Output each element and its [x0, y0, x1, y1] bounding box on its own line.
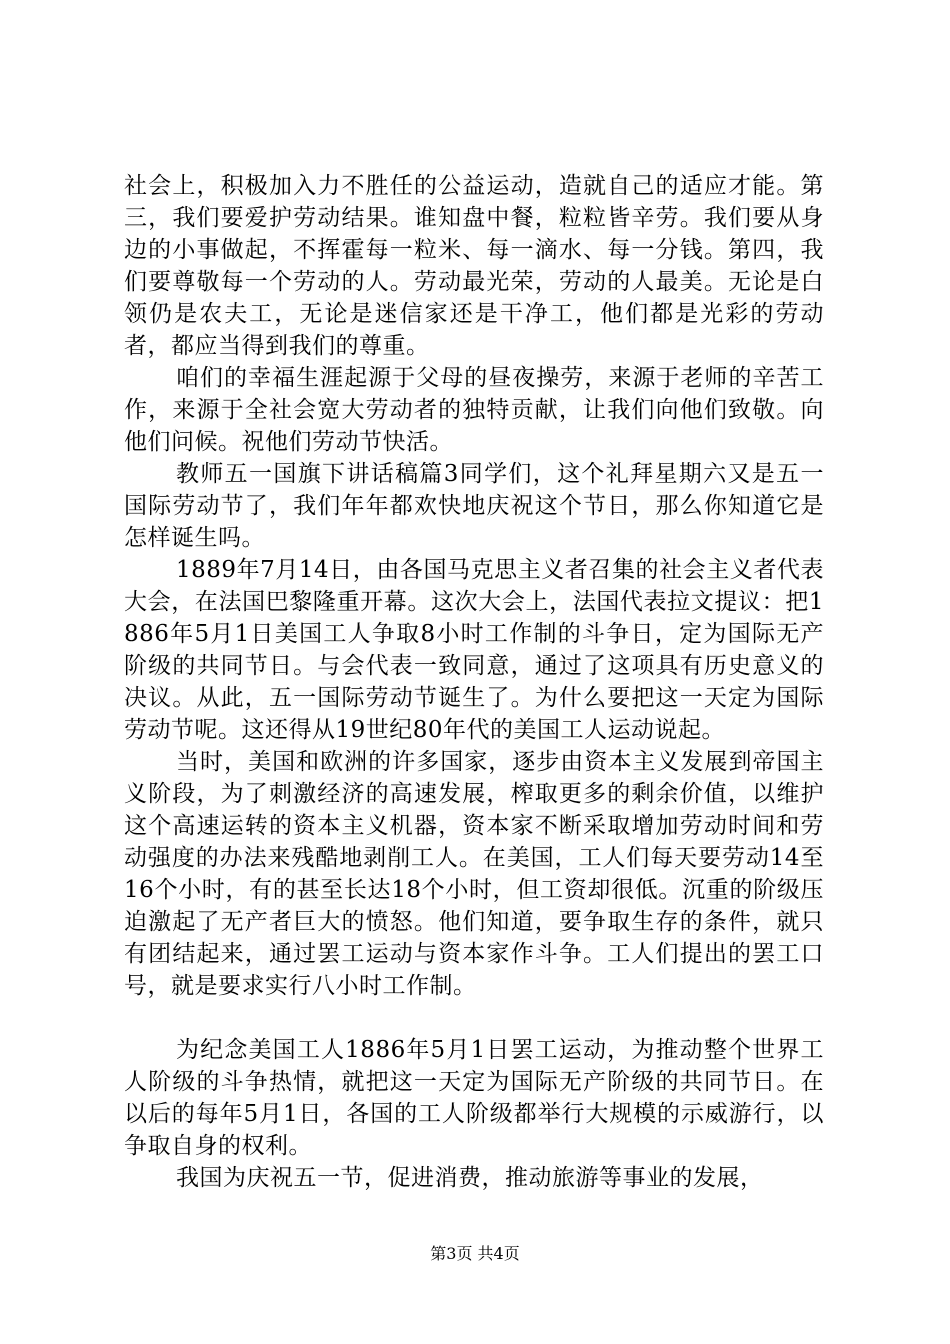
paragraph-7: 我国为庆祝五一节，促进消费，推动旅游等事业的发展， — [176, 1165, 764, 1191]
page-footer: 第3页 共4页 — [430, 1244, 520, 1263]
paragraph-5: 当时，美国和欧洲的许多国家，逐步由资本主义发展到帝国主义阶段，为了刺激经济的高速发展，榨取更多的剩余价值，以维护这个高速运转的资本主义机器，资本家不断采取增加劳动时间和劳动强度的办法来残酷地剥削工人。在美国，工人们每天要劳动14至16个小时，有的甚至长达18个小时，但工资却很低。沉重的阶级压迫激起了无产者巨大的愤怒。他们知道，要争取生存的条件，就只有团结起来，通过罢工运动与资本家作斗争。工人们提出的罢工口号，就是要求实行八小时工作制。 — [124, 749, 824, 999]
document-body — [124, 170, 824, 1194]
paragraph-6: 为纪念美国工人1886年5月1日罢工运动，为推动整个世界工人阶级的斗争热情，就把这一天定为国际无产阶级的共同节日。在以后的每年5月1日，各国的工人阶级都举行大规模的示威游行，以争取自身的权利。 — [124, 1037, 824, 1159]
paragraph-1: 社会上，积极加入力不胜任的公益运动，造就自己的适应才能。第三，我们要爱护劳动结果。谁知盘中餐，粒粒皆辛劳。我们要从身边的小事做起，不挥霍每一粒米、每一滴水、每一分钱。第四，我们要尊敬每一个劳动的人。劳动最光荣，劳动的人最美。无论是白领仍是农夫工，无论是迷信家还是干净工，他们都是光彩的劳动者，都应当得到我们的尊重。 — [124, 173, 824, 359]
paragraph-4: 1889年7月14日，由各国马克思主义者召集的社会主义者代表大会，在法国巴黎隆重开幕。这次大会上，法国代表拉文提议：把1886年5月1日美国工人争取8小时工作制的斗争日，定为国际无产阶级的共同节日。与会代表一致同意，通过了这项具有历史意义的决议。从此，五一国际劳动节诞生了。为什么要把这一天定为国际劳动节呢。这还得从19世纪80年代的美国工人运动说起。 — [124, 557, 824, 743]
paragraph-2: 咱们的幸福生涯起源于父母的昼夜操劳，来源于老师的辛苦工作，来源于全社会宽大劳动者的独特贡献，让我们向他们致敬。向他们问候。祝他们劳动节快活。 — [124, 365, 824, 455]
paragraph-3: 教师五一国旗下讲话稿篇3同学们，这个礼拜星期六又是五一国际劳动节了，我们年年都欢快地庆祝这个节日，那么你知道它是怎样诞生吗。 — [124, 461, 824, 551]
paragraph-gap — [124, 1002, 824, 1034]
